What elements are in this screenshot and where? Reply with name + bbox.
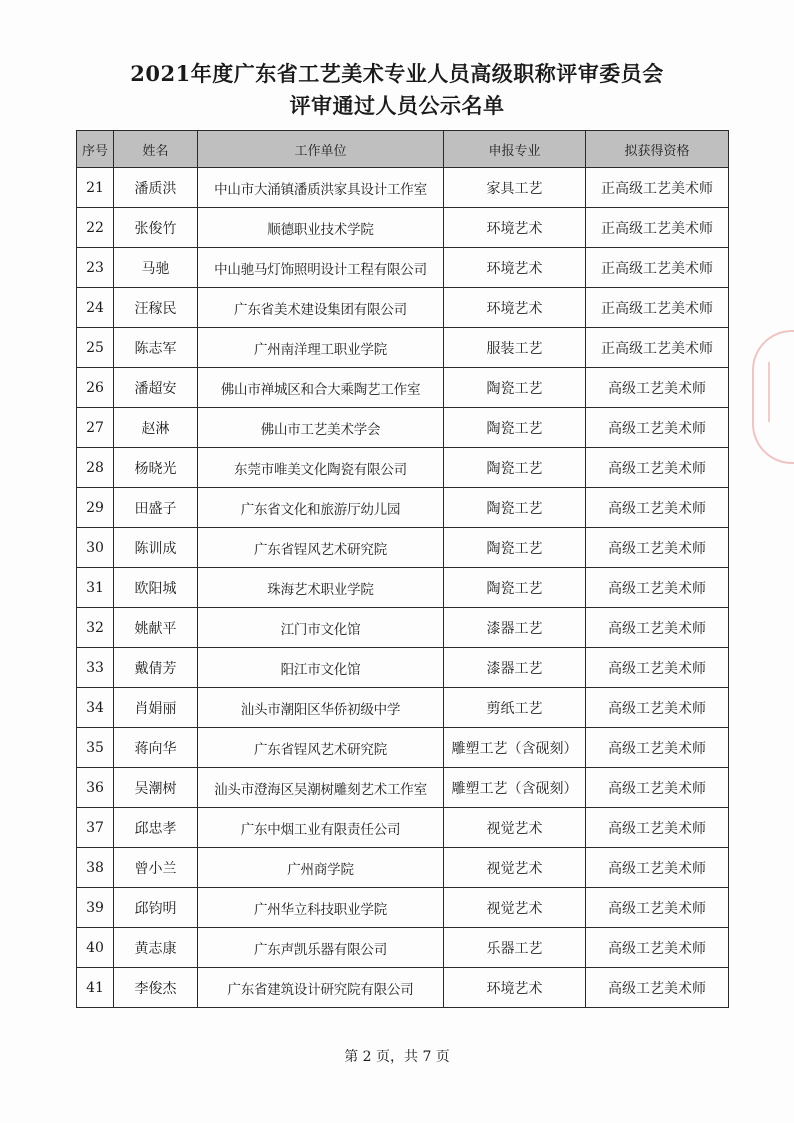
cell-qualification: 正高级工艺美术师 — [586, 168, 729, 208]
cell-qualification: 正高级工艺美术师 — [586, 208, 729, 248]
cell-major: 环境艺术 — [444, 248, 586, 288]
cell-qualification: 高级工艺美术师 — [586, 968, 729, 1008]
cell-major: 雕塑工艺（含砚刻） — [444, 768, 586, 808]
cell-employer: 广东省锃风艺术研究院 — [198, 728, 444, 768]
cell-employer: 中山驰马灯饰照明设计工程有限公司 — [198, 248, 444, 288]
cell-major: 陶瓷工艺 — [444, 488, 586, 528]
cell-employer: 广州华立科技职业学院 — [198, 888, 444, 928]
cell-major: 环境艺术 — [444, 288, 586, 328]
cell-qualification: 高级工艺美术师 — [586, 408, 729, 448]
cell-employer: 广东省锃风艺术研究院 — [198, 528, 444, 568]
cell-name: 杨晓光 — [114, 448, 198, 488]
cell-index: 38 — [77, 848, 114, 888]
cell-employer: 广东省建筑设计研究院有限公司 — [198, 968, 444, 1008]
cell-index: 35 — [77, 728, 114, 768]
cell-index: 29 — [77, 488, 114, 528]
cell-major: 乐器工艺 — [444, 928, 586, 968]
table-row — [77, 408, 729, 448]
cell-major: 家具工艺 — [444, 168, 586, 208]
table-row — [77, 808, 729, 848]
cell-employer: 顺德职业技术学院 — [198, 208, 444, 248]
cell-major: 环境艺术 — [444, 208, 586, 248]
cell-employer: 江门市文化馆 — [198, 608, 444, 648]
cell-index: 23 — [77, 248, 114, 288]
table-row — [77, 888, 729, 928]
table-row — [77, 528, 729, 568]
cell-name: 邱忠孝 — [114, 808, 198, 848]
cell-name: 曾小兰 — [114, 848, 198, 888]
cell-qualification: 高级工艺美术师 — [586, 368, 729, 408]
cell-major: 陶瓷工艺 — [444, 408, 586, 448]
cell-qualification: 高级工艺美术师 — [586, 928, 729, 968]
cell-name: 陈训成 — [114, 528, 198, 568]
table-row — [77, 328, 729, 368]
cell-qualification: 高级工艺美术师 — [586, 848, 729, 888]
cell-employer: 汕头市潮阳区华侨初级中学 — [198, 688, 444, 728]
cell-employer: 广东声凯乐器有限公司 — [198, 928, 444, 968]
cell-index: 31 — [77, 568, 114, 608]
cell-employer: 佛山市工艺美术学会 — [198, 408, 444, 448]
header-name: 姓名 — [114, 131, 198, 168]
table-row — [77, 728, 729, 768]
cell-name: 肖娟丽 — [114, 688, 198, 728]
table-row — [77, 288, 729, 328]
cell-index: 37 — [77, 808, 114, 848]
cell-qualification: 高级工艺美术师 — [586, 728, 729, 768]
cell-qualification: 高级工艺美术师 — [586, 568, 729, 608]
table-row — [77, 208, 729, 248]
cell-major: 漆器工艺 — [444, 648, 586, 688]
table-row — [77, 968, 729, 1008]
cell-index: 41 — [77, 968, 114, 1008]
cell-name: 李俊杰 — [114, 968, 198, 1008]
cell-major: 剪纸工艺 — [444, 688, 586, 728]
table-row — [77, 248, 729, 288]
table-row — [77, 768, 729, 808]
cell-name: 潘质洪 — [114, 168, 198, 208]
cell-qualification: 正高级工艺美术师 — [586, 328, 729, 368]
header-major: 申报专业 — [444, 131, 586, 168]
cell-name: 田盛子 — [114, 488, 198, 528]
cell-employer: 东莞市唯美文化陶瓷有限公司 — [198, 448, 444, 488]
cell-qualification: 高级工艺美术师 — [586, 608, 729, 648]
cell-employer: 广州南洋理工职业学院 — [198, 328, 444, 368]
table-body — [77, 168, 729, 1008]
cell-major: 陶瓷工艺 — [444, 528, 586, 568]
page-number: 第 2 页，共 7 页 — [344, 1049, 450, 1065]
cell-employer: 广东中烟工业有限责任公司 — [198, 808, 444, 848]
cell-name: 姚献平 — [114, 608, 198, 648]
header-qualification: 拟获得资格 — [586, 131, 729, 168]
cell-qualification: 高级工艺美术师 — [586, 448, 729, 488]
cell-employer: 广东省文化和旅游厅幼儿园 — [198, 488, 444, 528]
cell-major: 漆器工艺 — [444, 608, 586, 648]
cell-major: 陶瓷工艺 — [444, 448, 586, 488]
cell-name: 吴潮树 — [114, 768, 198, 808]
cell-index: 27 — [77, 408, 114, 448]
cell-major: 服装工艺 — [444, 328, 586, 368]
cell-index: 22 — [77, 208, 114, 248]
cell-index: 39 — [77, 888, 114, 928]
cell-major: 环境艺术 — [444, 968, 586, 1008]
cell-employer: 佛山市禅城区和合大乘陶艺工作室 — [198, 368, 444, 408]
cell-major: 视觉艺术 — [444, 888, 586, 928]
cell-name: 潘超安 — [114, 368, 198, 408]
cell-qualification: 高级工艺美术师 — [586, 688, 729, 728]
cell-qualification: 高级工艺美术师 — [586, 888, 729, 928]
cell-name: 汪稼民 — [114, 288, 198, 328]
cell-index: 33 — [77, 648, 114, 688]
cell-index: 25 — [77, 328, 114, 368]
cell-employer: 广东省美术建设集团有限公司 — [198, 288, 444, 328]
cell-major: 雕塑工艺（含砚刻） — [444, 728, 586, 768]
table-row — [77, 608, 729, 648]
cell-name: 马驰 — [114, 248, 198, 288]
cell-name: 陈志军 — [114, 328, 198, 368]
document-title: 2021年度广东省工艺美术专业人员高级职称评审委员会 — [130, 61, 664, 86]
cell-name: 欧阳城 — [114, 568, 198, 608]
cell-major: 视觉艺术 — [444, 808, 586, 848]
cell-index: 28 — [77, 448, 114, 488]
table-row — [77, 568, 729, 608]
cell-qualification: 高级工艺美术师 — [586, 808, 729, 848]
cell-employer: 中山市大涌镇潘质洪家具设计工作室 — [198, 168, 444, 208]
cell-qualification: 正高级工艺美术师 — [586, 288, 729, 328]
cell-qualification: 正高级工艺美术师 — [586, 248, 729, 288]
cell-employer: 珠海艺术职业学院 — [198, 568, 444, 608]
cell-employer: 广州商学院 — [198, 848, 444, 888]
cell-index: 40 — [77, 928, 114, 968]
cell-name: 蒋向华 — [114, 728, 198, 768]
table-row — [77, 488, 729, 528]
header-employer: 工作单位 — [198, 131, 444, 168]
cell-name: 赵淋 — [114, 408, 198, 448]
table-header-row — [77, 131, 729, 168]
cell-index: 36 — [77, 768, 114, 808]
cell-index: 21 — [77, 168, 114, 208]
roster-table — [76, 130, 729, 1008]
cell-name: 黄志康 — [114, 928, 198, 968]
cell-major: 陶瓷工艺 — [444, 368, 586, 408]
cell-index: 34 — [77, 688, 114, 728]
cell-name: 邱钧明 — [114, 888, 198, 928]
cell-qualification: 高级工艺美术师 — [586, 648, 729, 688]
cell-index: 32 — [77, 608, 114, 648]
table-row — [77, 648, 729, 688]
table-row — [77, 688, 729, 728]
table-row — [77, 448, 729, 488]
table-row — [77, 848, 729, 888]
cell-index: 26 — [77, 368, 114, 408]
cell-major: 陶瓷工艺 — [444, 568, 586, 608]
table-row — [77, 168, 729, 208]
cell-employer: 阳江市文化馆 — [198, 648, 444, 688]
cell-qualification: 高级工艺美术师 — [586, 488, 729, 528]
cell-qualification: 高级工艺美术师 — [586, 528, 729, 568]
cell-index: 24 — [77, 288, 114, 328]
cell-employer: 汕头市澄海区吴潮树雕刻艺术工作室 — [198, 768, 444, 808]
cell-major: 视觉艺术 — [444, 848, 586, 888]
cell-name: 戴倩芳 — [114, 648, 198, 688]
cell-qualification: 高级工艺美术师 — [586, 768, 729, 808]
header-index: 序号 — [77, 131, 114, 168]
cell-name: 张俊竹 — [114, 208, 198, 248]
table-row — [77, 928, 729, 968]
table-row — [77, 368, 729, 408]
seal-stamp — [752, 330, 794, 464]
document-subtitle: 评审通过人员公示名单 — [289, 93, 505, 118]
cell-index: 30 — [77, 528, 114, 568]
